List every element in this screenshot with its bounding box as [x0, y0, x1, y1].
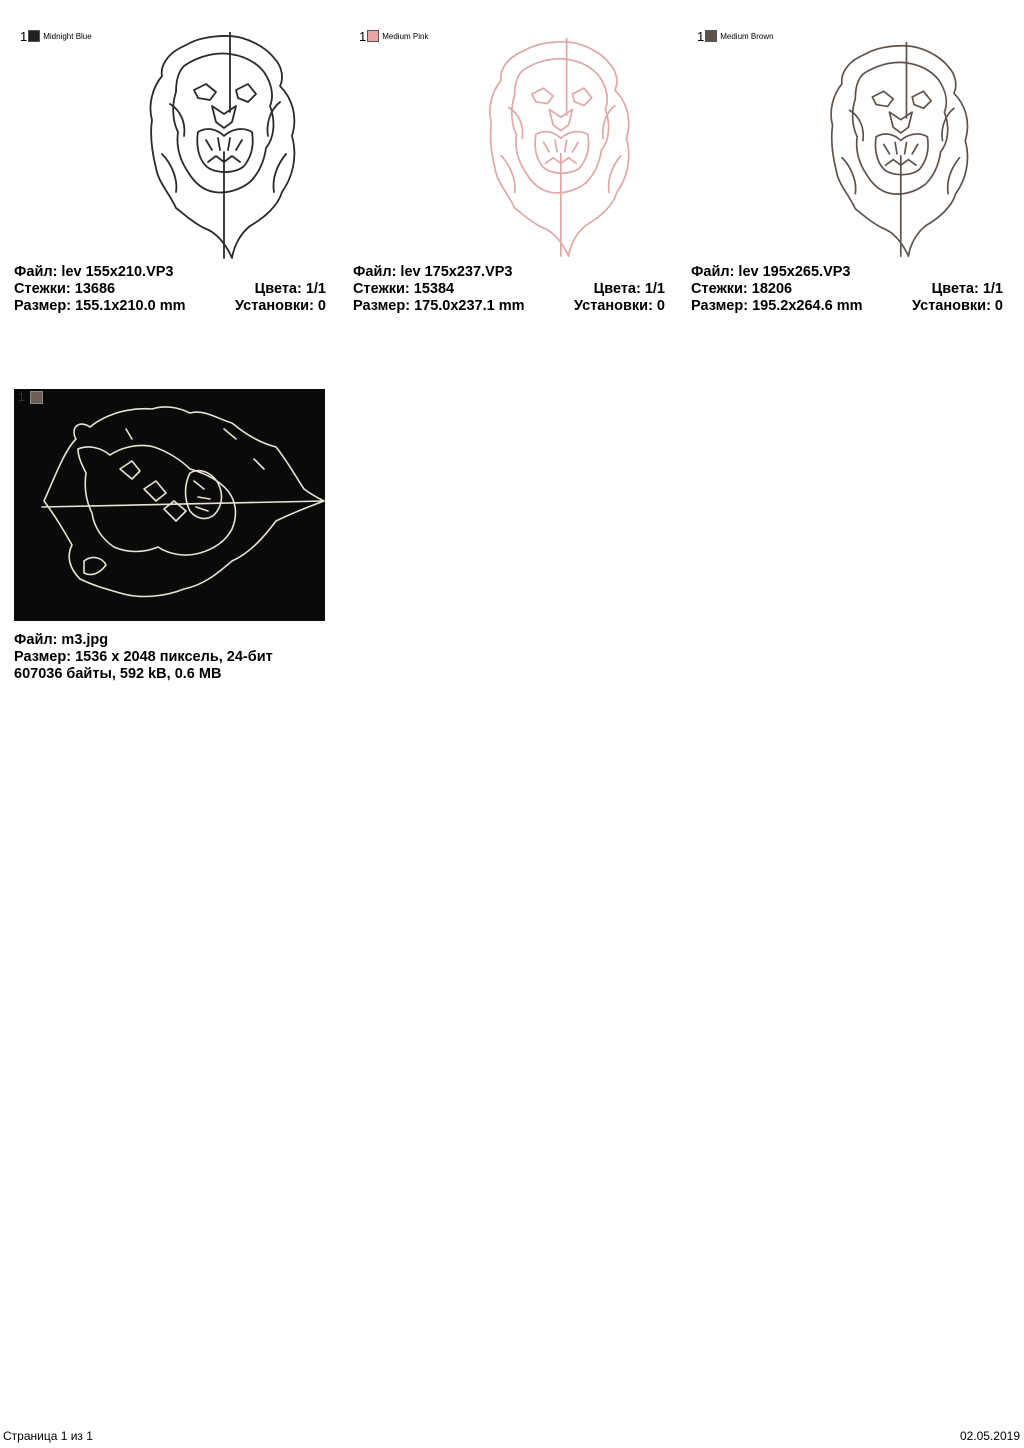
stitch-count: Стежки: 15384 [353, 281, 455, 297]
stitch-count: Стежки: 13686 [14, 281, 116, 297]
stop-count: Установки: 0 [912, 298, 1003, 314]
stop-count: Установки: 0 [235, 298, 326, 314]
color-count: Цвета: 1/1 [593, 281, 665, 297]
design-size: Размер: 195.2x264.6 mm [691, 298, 863, 314]
print-date: 02.05.2019 [959, 1429, 1020, 1443]
design-info [14, 264, 326, 315]
color-count: Цвета: 1/1 [931, 281, 1003, 297]
thread-swatch-row [359, 28, 428, 44]
swatch-number: 1 [20, 28, 28, 44]
page-number: Страница 1 из 1 [3, 1429, 93, 1443]
design-size: Размер: 175.0x237.1 mm [353, 298, 525, 314]
lion-embroidery-design [809, 42, 985, 260]
color-name: Midnight Blue [43, 31, 92, 41]
photo-info [14, 632, 273, 683]
file-name: Файл: lev 195x265.VP3 [691, 264, 851, 280]
stitch-count: Стежки: 18206 [691, 281, 793, 297]
swatch-number: 1 [697, 28, 705, 44]
color-count: Цвета: 1/1 [254, 281, 326, 297]
color-swatch [30, 391, 43, 404]
photo-file-name: Файл: m3.jpg [14, 632, 109, 648]
embroidered-lion-image [14, 389, 325, 621]
swatch-number: 1 [18, 390, 25, 404]
photo-dimensions: Размер: 1536 x 2048 пиксель, 24-бит [14, 649, 273, 665]
color-swatch [367, 30, 379, 42]
design-info [353, 264, 665, 315]
file-name: Файл: lev 155x210.VP3 [14, 264, 174, 280]
color-name: Medium Brown [720, 31, 774, 41]
design-info [691, 264, 1003, 315]
design-size: Размер: 155.1x210.0 mm [14, 298, 186, 314]
swatch-number: 1 [359, 28, 367, 44]
embroidery-photo [14, 389, 325, 621]
thread-swatch-row [20, 28, 92, 44]
thread-swatch-row [697, 28, 774, 44]
color-swatch [28, 30, 40, 42]
photo-file-size: 607036 байты, 592 kB, 0.6 MB [14, 666, 222, 682]
lion-embroidery-design [467, 38, 647, 260]
stop-count: Установки: 0 [574, 298, 665, 314]
file-name: Файл: lev 175x237.VP3 [353, 264, 513, 280]
color-name: Medium Pink [382, 31, 429, 41]
color-swatch [705, 30, 717, 42]
lion-embroidery-design [132, 32, 308, 262]
